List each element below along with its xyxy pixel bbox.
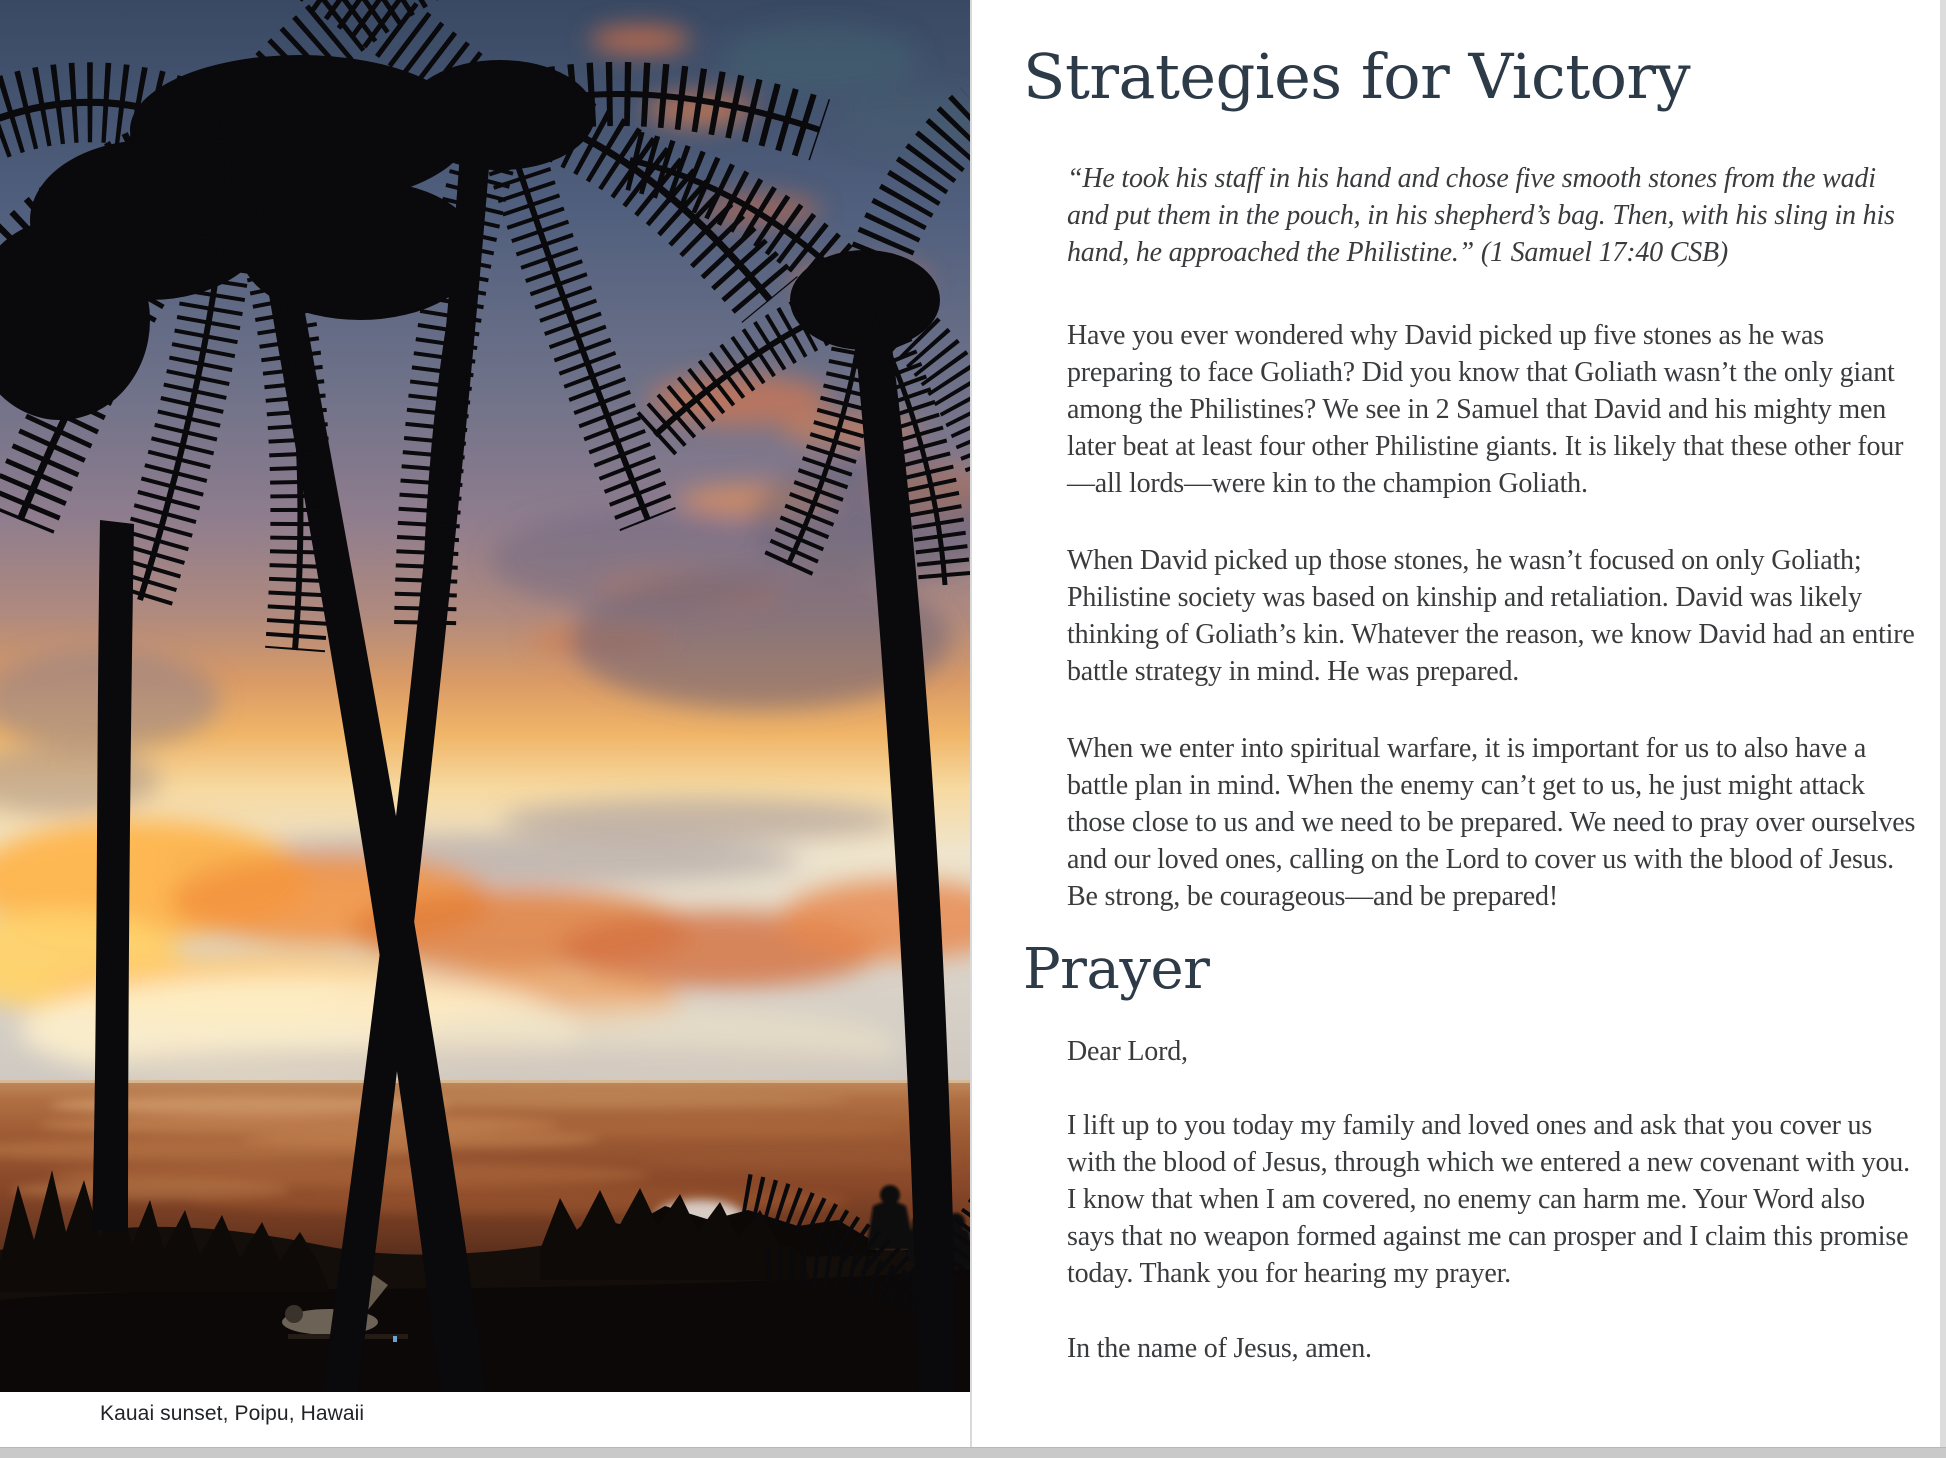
page-title: Strategies for Victory	[1023, 40, 1691, 113]
body-paragraph-3: When we enter into spiritual warfare, it is important for us to also have a battle plan in mind. When the enemy can’t get to us, he just might attack those close to us and we need to be prepared. We need to pray over ourselves and our loved ones, calling on the Lord to cover us with the blood of Jesus. Be strong, be courageous—and be prepared!	[1067, 733, 1916, 912]
page-right-edge	[1940, 0, 1946, 1447]
prayer-heading: Prayer	[1023, 937, 1210, 1002]
prayer-salutation: Dear Lord,	[1067, 1036, 1188, 1067]
body-paragraph-2: When David picked up those stones, he wasn’t focused on only Goliath; Philistine society was based on kinship and retaliation. David was likely thinking of Goliath’s kin. Whatever the reason, we know David had an entire battle strategy in mind. He was prepared.	[1067, 545, 1915, 687]
devotional-text-page	[972, 0, 1940, 1447]
page-bottom-edge	[0, 1447, 1946, 1458]
photo-caption-bar	[0, 1392, 970, 1447]
sunset-photo	[0, 0, 970, 1392]
prayer-closing: In the name of Jesus, amen.	[1067, 1333, 1372, 1364]
scripture-quote: “He took his staff in his hand and chose five smooth stones from the wadi and put them in the pouch, in his shepherd’s bag. Then, with his sling in his hand, he approached the Philistine.” (1 Samuel 17:40 CSB)	[1067, 163, 1895, 268]
body-paragraph-1: Have you ever wondered why David picked up five stones as he was preparing to face Goliath? Did you know that Goliath wasn’t the only giant among the Philistines? We see in 2 Samuel that David and his mighty men later beat at least four other Philistine giants. It is likely that these other four—all lords—were kin to the champion Goliath.	[1067, 320, 1904, 499]
sunset-photo-graphic	[0, 0, 970, 1392]
photo-caption: Kauai sunset, Poipu, Hawaii	[100, 1402, 365, 1425]
prayer-body: I lift up to you today my family and loved ones and ask that you cover us with the blood of Jesus, through which we entered a new covenant with you. I know that when I am covered, no enemy can harm me. Your Word also says that no weapon formed against me can prosper and I claim this promise today. Thank you for hearing my prayer.	[1067, 1110, 1910, 1289]
